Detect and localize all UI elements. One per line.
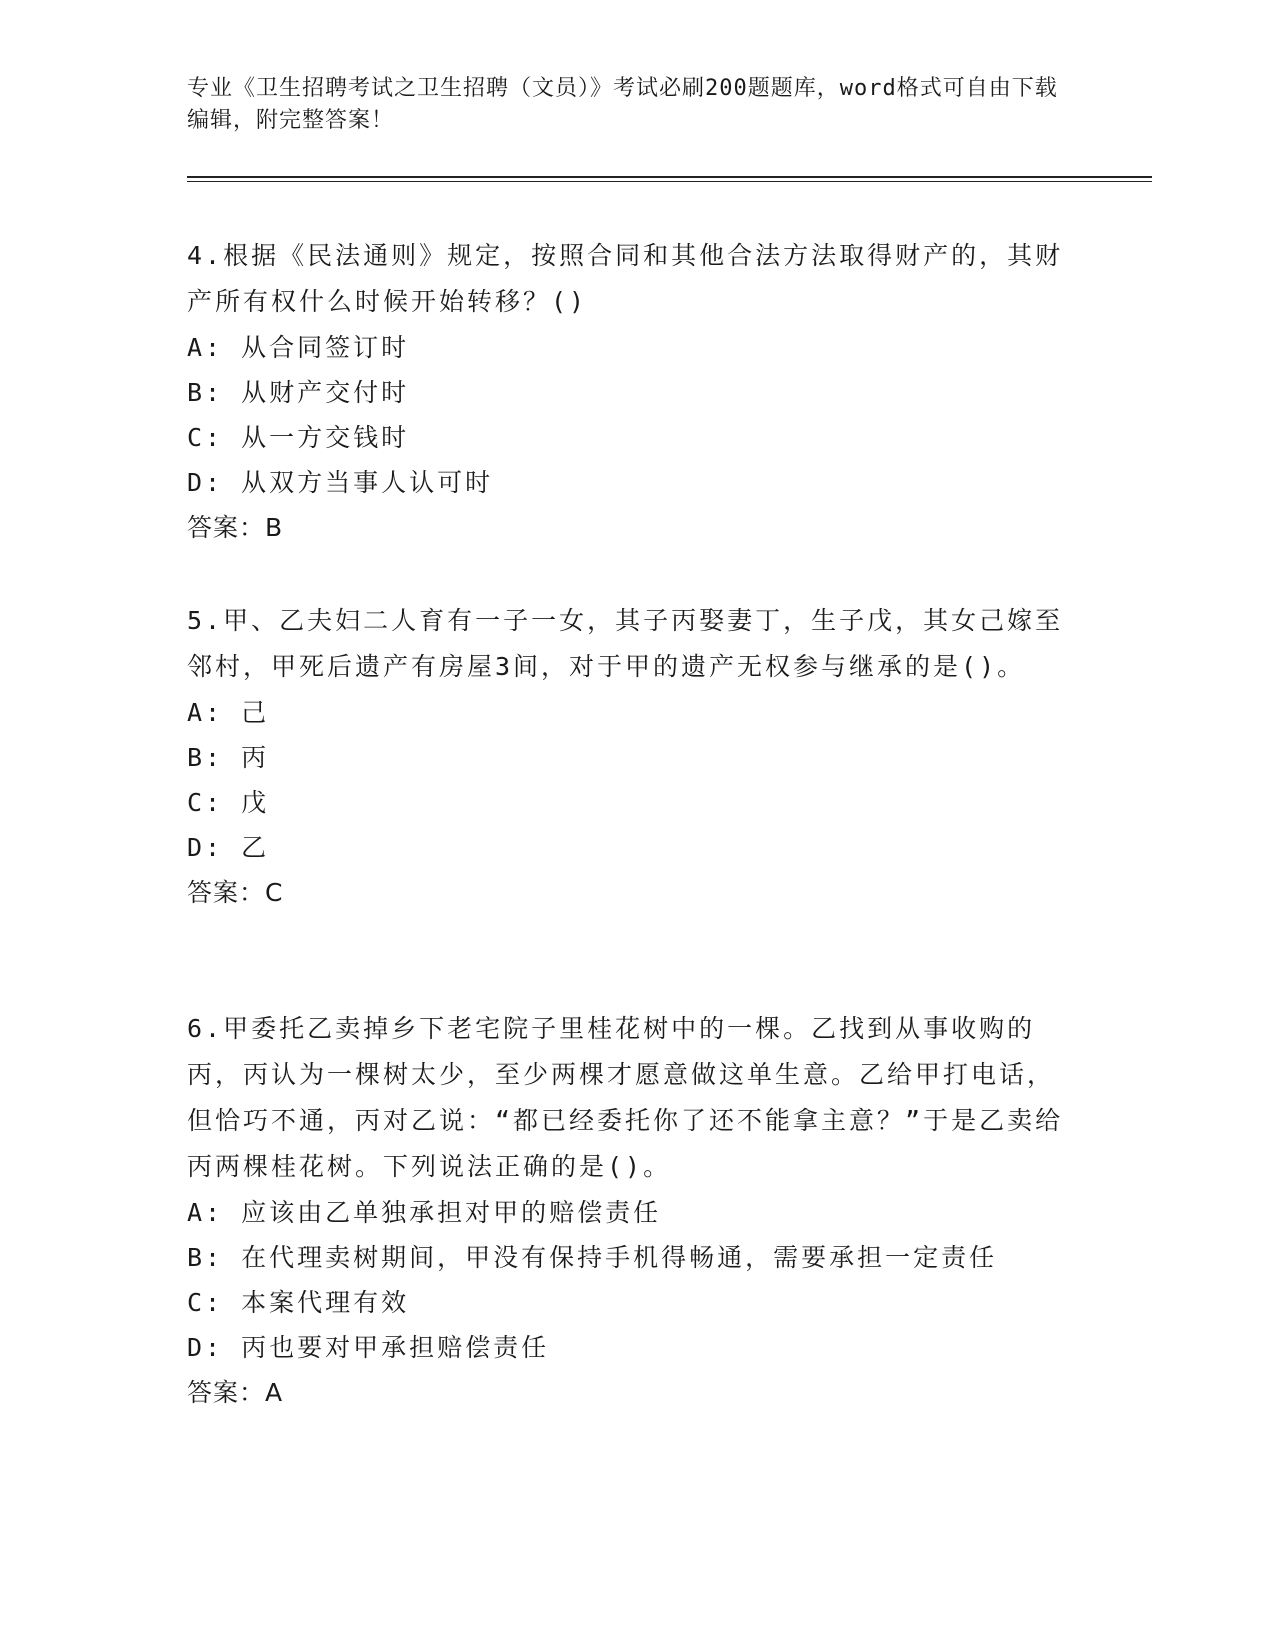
option-b: B: 从财产交付时	[187, 378, 410, 407]
option-c: C: 戊	[187, 788, 270, 817]
option-a: A: 应该由乙单独承担对甲的赔偿责任	[187, 1198, 662, 1227]
question-5	[187, 598, 1067, 915]
option-b: B: 丙	[187, 743, 270, 772]
question-4	[187, 233, 1067, 550]
option-b: B: 在代理卖树期间，甲没有保持手机得畅通，需要承担一定责任	[187, 1243, 998, 1272]
option-d: D: 丙也要对甲承担赔偿责任	[187, 1333, 550, 1362]
option-d: D: 从双方当事人认可时	[187, 468, 494, 497]
header-divider-thick	[187, 176, 1152, 178]
header-divider-thin	[187, 181, 1152, 182]
option-a: A: 从合同签订时	[187, 333, 410, 362]
option-d: D: 乙	[187, 833, 270, 862]
option-c: C: 从一方交钱时	[187, 423, 410, 452]
answer: 答案：B	[187, 513, 284, 542]
question-stem: 6.甲委托乙卖掉乡下老宅院子里桂花树中的一棵。乙找到从事收购的丙，丙认为一棵树太少，至少两棵才愿意做这单生意。乙给甲打电话，但恰巧不通，丙对乙说：“都已经委托你了还不能拿主意？”于是乙卖给丙两棵桂花树。下列说法正确的是()。	[187, 1014, 1064, 1181]
option-c: C: 本案代理有效	[187, 1288, 410, 1317]
question-stem: 5.甲、乙夫妇二人育有一子一女，其子丙娶妻丁，生子戊，其女己嫁至邻村，甲死后遗产有房屋3间，对于甲的遗产无权参与继承的是()。	[187, 606, 1064, 681]
question-stem: 4.根据《民法通则》规定，按照合同和其他合法方法取得财产的，其财产所有权什么时候开始转移？()	[187, 241, 1064, 316]
option-a: A: 己	[187, 698, 270, 727]
question-6	[187, 1006, 1067, 1415]
answer: 答案：A	[187, 1378, 284, 1407]
document-header: 专业《卫生招聘考试之卫生招聘（文员）》考试必刷200题题库，word格式可自由下载编辑，附完整答案！	[187, 76, 1058, 133]
answer: 答案：C	[187, 878, 284, 907]
